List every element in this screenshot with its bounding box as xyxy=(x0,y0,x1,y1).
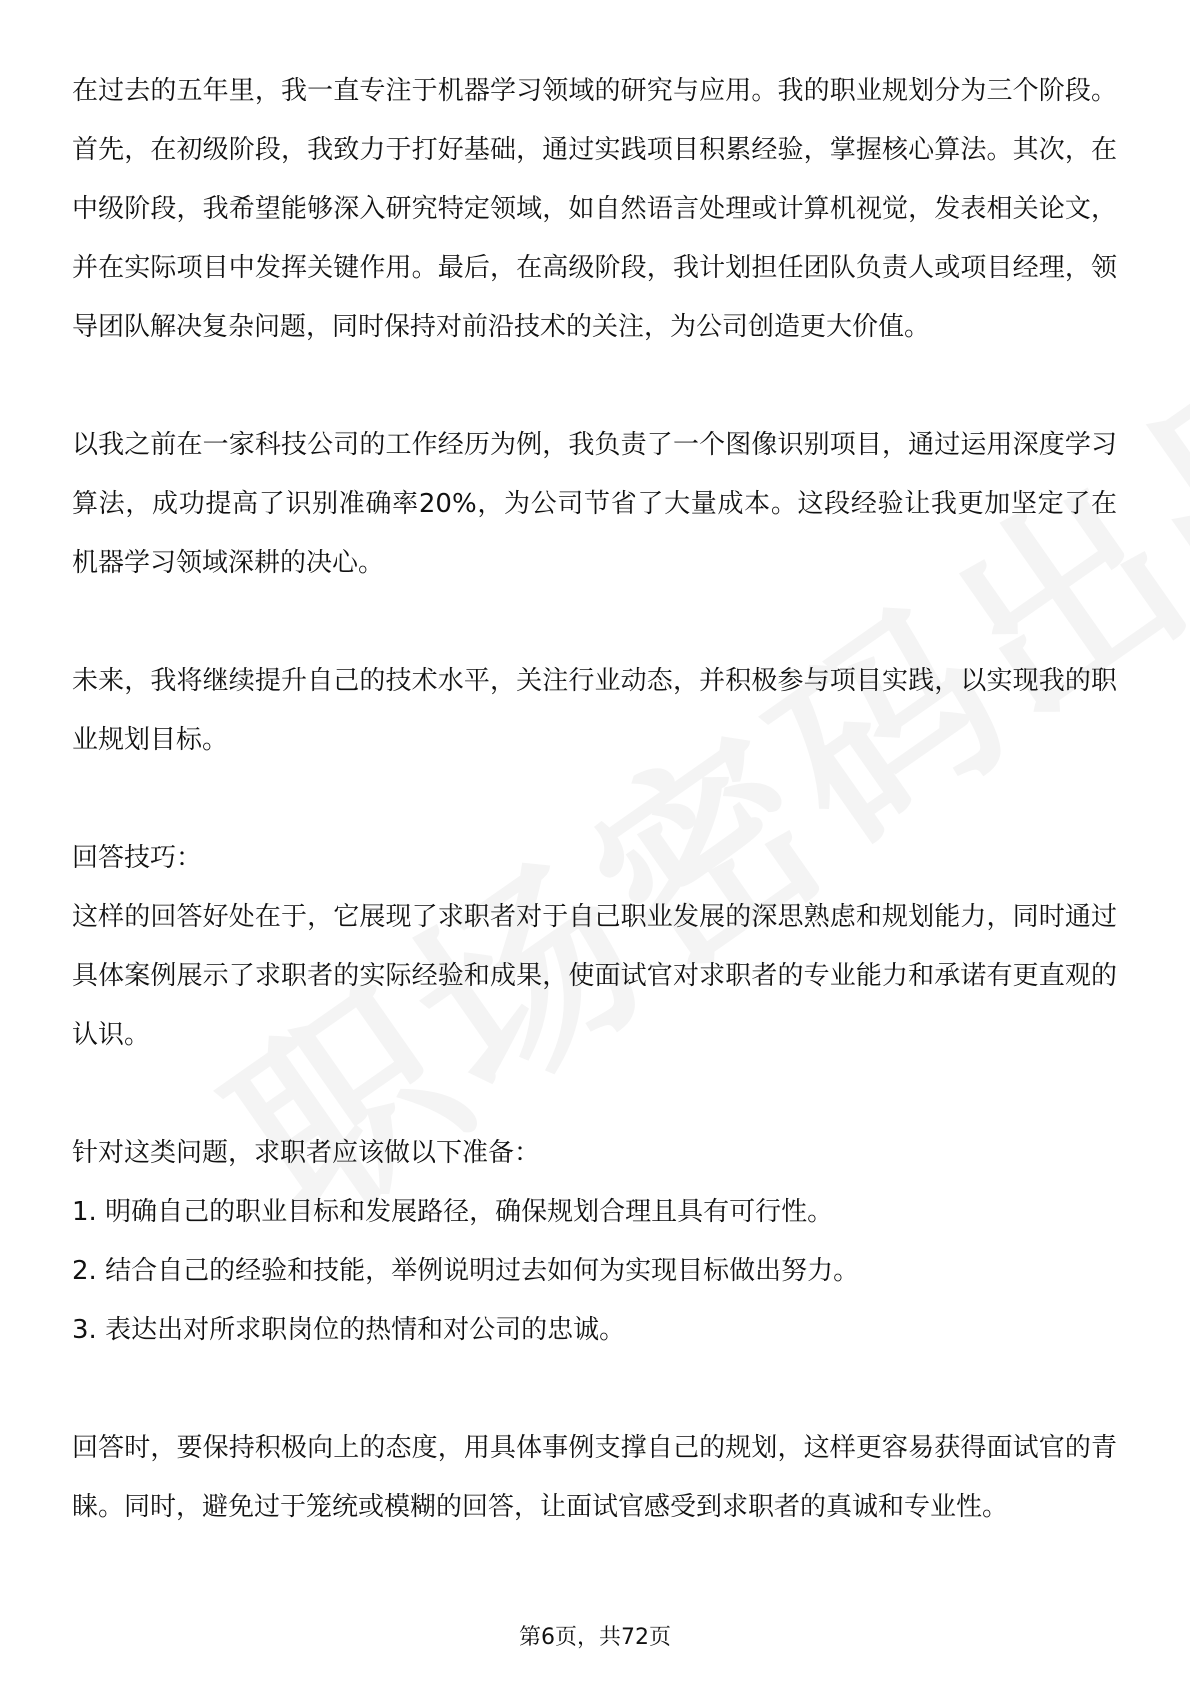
tips-body: 这样的回答好处在于，它展现了求职者对于自己职业发展的深思熟虑和规划能力，同时通过具体案例展示了求职者的实际经验和成果，使面试官对求职者的专业能力和承诺有更直观的认识。 xyxy=(72,902,1117,1050)
tips-heading: 回答技巧： xyxy=(72,843,203,873)
page-number: 第6页，共72页 xyxy=(519,1625,671,1650)
paragraph-future: 未来，我将继续提升自己的技术水平，关注行业动态，并积极参与项目实践，以实现我的职业规划目标。 xyxy=(72,666,1117,755)
paragraph-gap xyxy=(72,770,1117,829)
paragraph-gap xyxy=(72,1360,1117,1419)
prep-list-item: 3. 表达出对所求职岗位的热情和对公司的忠诚。 xyxy=(72,1315,626,1345)
paragraph-gap xyxy=(72,593,1117,652)
paragraph-gap xyxy=(72,357,1117,416)
prep-list-item: 2. 结合自己的经验和技能，举例说明过去如何为实现目标做出努力。 xyxy=(72,1256,860,1286)
paragraph-experience: 以我之前在一家科技公司的工作经历为例，我负责了一个图像识别项目，通过运用深度学习算法，成功提高了识别准确率20%，为公司节省了大量成本。这段经验让我更加坚定了在机器学习领域深耕的决心。 xyxy=(72,430,1117,578)
document-body xyxy=(72,62,1117,1537)
paragraph-career-plan: 在过去的五年里，我一直专注于机器学习领域的研究与应用。我的职业规划分为三个阶段。首先，在初级阶段，我致力于打好基础，通过实践项目积累经验，掌握核心算法。其次，在中级阶段，我希望能够深入研究特定领域，如自然语言处理或计算机视觉，发表相关论文，并在实际项目中发挥关键作用。最后，在高级阶段，我计划担任团队负责人或项目经理，领导团队解决复杂问题，同时保持对前沿技术的关注，为公司创造更大价值。 xyxy=(72,76,1117,342)
prep-list-item: 1. 明确自己的职业目标和发展路径，确保规划合理且具有可行性。 xyxy=(72,1197,834,1227)
paragraph-closing: 回答时，要保持积极向上的态度，用具体事例支撑自己的规划，这样更容易获得面试官的青睐。同时，避免过于笼统或模糊的回答，让面试官感受到求职者的真诚和专业性。 xyxy=(72,1433,1117,1522)
prep-heading: 针对这类问题，求职者应该做以下准备： xyxy=(72,1138,541,1168)
paragraph-gap xyxy=(72,1065,1117,1124)
